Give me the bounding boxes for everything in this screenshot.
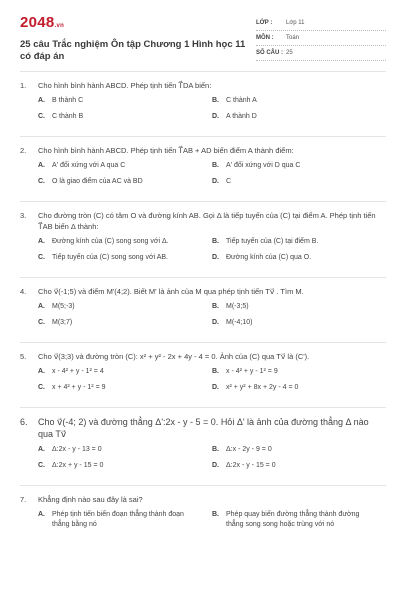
option-letter: B.	[212, 162, 219, 169]
answer-option[interactable]	[38, 461, 212, 471]
option-text: x - 4² + y - 1² = 9	[226, 368, 278, 375]
option-letter: A.	[38, 511, 45, 518]
meta-row-class	[256, 16, 386, 31]
option-text: Phép quay biến đường thẳng thành đường thẳng song song hoặc trùng với nó	[226, 511, 360, 528]
meta-value: Lớp 11	[286, 20, 305, 26]
meta-key: SỐ CÂU :	[256, 50, 283, 56]
answer-option[interactable]	[212, 367, 386, 377]
logo-text: 2048	[20, 14, 55, 31]
option-text: M(-3;5)	[226, 303, 249, 310]
answer-option[interactable]	[212, 461, 386, 471]
option-text: B thành C	[52, 97, 84, 104]
question-item	[20, 286, 386, 334]
answer-option[interactable]	[38, 302, 212, 312]
option-text: A' đối xứng với D qua C	[226, 162, 301, 169]
option-letter: A.	[38, 162, 45, 169]
option-text: M(5;-3)	[52, 303, 75, 310]
option-letter: A.	[38, 368, 45, 375]
document-title: 25 câu Trắc nghiệm Ôn tập Chương 1 Hình học 11 có đáp án	[20, 39, 246, 62]
answer-option[interactable]	[212, 318, 386, 328]
question-number: 4.	[20, 287, 27, 296]
answer-option[interactable]	[38, 510, 212, 530]
question-text: Cho v⃗(3;3) và đường tròn (C): x² + y² - 2x + 4y - 4 = 0. Ảnh của (C) qua Tv⃗ là (C').	[38, 352, 310, 361]
option-letter: A.	[38, 238, 45, 245]
question-text: Cho hình bình hành ABCD. Phép tịnh tiến T⃗DA biến:	[38, 81, 212, 90]
option-text: O là giao điểm của AC và BD	[52, 178, 143, 185]
option-letter: B.	[212, 238, 219, 245]
option-text: Phép tịnh tiến biến đoạn thẳng thành đoạn thẳng bằng nó	[52, 511, 184, 528]
meta-key: MÔN :	[256, 35, 274, 41]
option-text: x² + y² + 8x + 2y - 4 = 0	[226, 384, 299, 391]
question-list	[20, 80, 386, 536]
option-text: M(3;7)	[52, 319, 73, 326]
answer-option[interactable]	[212, 161, 386, 171]
question-item	[20, 80, 386, 128]
option-letter: C.	[38, 254, 45, 261]
option-letter: D.	[212, 384, 219, 391]
question-number: 5.	[20, 352, 27, 361]
option-text: C thành A	[226, 97, 257, 104]
option-text: Δ:2x - y - 15 = 0	[226, 462, 276, 469]
option-letter: B.	[212, 511, 219, 518]
question-line	[20, 210, 386, 232]
meta-value: 25	[286, 50, 293, 56]
option-letter: C.	[38, 319, 45, 326]
answer-options	[20, 96, 386, 128]
answer-option[interactable]	[38, 383, 212, 393]
option-text: Δ:2x + y - 15 = 0	[52, 462, 104, 469]
site-logo[interactable]	[20, 14, 255, 35]
option-letter: A.	[38, 303, 45, 310]
option-letter: D.	[212, 319, 219, 326]
answer-options	[20, 237, 386, 269]
question-line	[20, 494, 386, 505]
option-text: C	[226, 178, 232, 185]
option-letter: C.	[38, 178, 45, 185]
header-divider	[20, 71, 386, 72]
option-text: Tiếp tuyến của (C) song song với AB.	[52, 254, 168, 261]
question-divider	[20, 342, 386, 343]
question-text: Khẳng định nào sau đây là sai?	[38, 495, 143, 504]
answer-options	[20, 367, 386, 399]
answer-options	[20, 161, 386, 193]
answer-option[interactable]	[212, 237, 386, 247]
answer-option[interactable]	[38, 237, 212, 247]
question-text: Cho v⃗(-1;5) và điểm M'(4;2). Biết M' là ảnh của M qua phép tịnh tiến Tv⃗ . Tìm M.	[38, 287, 304, 296]
option-text: Đường kính của (C) song song với Δ.	[52, 238, 169, 245]
option-text: x + 4² + y - 1² = 9	[52, 384, 106, 391]
question-item	[20, 210, 386, 269]
logo-suffix: .vn	[54, 23, 65, 29]
option-letter: D.	[212, 113, 219, 120]
option-text: A thành D	[226, 113, 257, 120]
answer-option[interactable]	[212, 177, 386, 187]
answer-option[interactable]	[212, 253, 386, 263]
question-line	[20, 416, 386, 440]
option-letter: B.	[212, 368, 219, 375]
option-letter: B.	[212, 303, 219, 310]
meta-row-subject	[256, 31, 386, 46]
option-letter: B.	[212, 97, 219, 104]
option-letter: D.	[212, 254, 219, 261]
answer-option[interactable]	[212, 383, 386, 393]
answer-option[interactable]	[38, 161, 212, 171]
question-text: Cho v⃗(-4; 2) và đường thẳng Δ':2x - y - 5 = 0. Hỏi Δ' là ảnh của đường thẳng Δ nào qua Tv⃗	[38, 417, 369, 439]
question-divider	[20, 136, 386, 137]
option-text: Tiếp tuyến của (C) tại điểm B.	[226, 238, 319, 245]
answer-options	[20, 302, 386, 334]
question-divider	[20, 201, 386, 202]
question-divider	[20, 485, 386, 486]
meta-key: LỚP :	[256, 20, 273, 26]
question-item	[20, 494, 386, 536]
question-line	[20, 80, 386, 91]
option-text: Δ:2x - y - 13 = 0	[52, 446, 102, 453]
option-letter: B.	[212, 446, 219, 453]
meta-value: Toán	[286, 35, 300, 41]
option-letter: D.	[212, 178, 219, 185]
answer-option[interactable]	[212, 112, 386, 122]
question-line	[20, 286, 386, 297]
answer-option[interactable]	[38, 445, 212, 455]
answer-options	[20, 445, 386, 477]
question-item	[20, 416, 386, 477]
answer-option[interactable]	[212, 302, 386, 312]
option-text: x - 4² + y - 1² = 4	[52, 368, 104, 375]
answer-option[interactable]	[38, 96, 212, 106]
answer-option[interactable]	[212, 510, 386, 530]
question-number: 3.	[20, 211, 27, 220]
question-divider	[20, 407, 386, 408]
question-text: Cho hình bình hành ABCD. Phép tịnh tiến T⃗AB + AD biến điểm A thành điểm:	[38, 146, 294, 155]
document-header	[20, 14, 386, 63]
answer-option[interactable]	[38, 253, 212, 263]
answer-option[interactable]	[38, 112, 212, 122]
question-line	[20, 351, 386, 362]
question-number: 6.	[20, 417, 28, 427]
option-text: A' đối xứng với A qua C	[52, 162, 126, 169]
answer-option[interactable]	[38, 177, 212, 187]
question-number: 2.	[20, 146, 27, 155]
question-divider	[20, 277, 386, 278]
meta-table	[256, 16, 386, 61]
question-number: 1.	[20, 81, 27, 90]
option-text: Δ:x - 2y - 9 = 0	[226, 446, 272, 453]
option-text: Đường kính của (C) qua O.	[226, 254, 312, 261]
question-item	[20, 351, 386, 399]
option-letter: D.	[212, 462, 219, 469]
option-letter: A.	[38, 446, 45, 453]
option-text: M(-4;10)	[226, 319, 253, 326]
answer-option[interactable]	[212, 96, 386, 106]
option-text: C thành B	[52, 113, 84, 120]
answer-option[interactable]	[212, 445, 386, 455]
answer-options	[20, 510, 386, 536]
question-number: 7.	[20, 495, 27, 504]
option-letter: A.	[38, 97, 45, 104]
option-letter: C.	[38, 384, 45, 391]
answer-option[interactable]	[38, 318, 212, 328]
question-line	[20, 145, 386, 156]
question-text: Cho đường tròn (C) có tâm O và đường kính AB. Gọi Δ là tiếp tuyến của (C) tại điểm A. Phép tịnh tiến T⃗AB biến Δ thành:	[38, 211, 376, 231]
meta-row-count	[256, 46, 386, 61]
question-item	[20, 145, 386, 193]
option-letter: C.	[38, 462, 45, 469]
option-letter: C.	[38, 113, 45, 120]
header-left	[20, 14, 255, 63]
answer-option[interactable]	[38, 367, 212, 377]
